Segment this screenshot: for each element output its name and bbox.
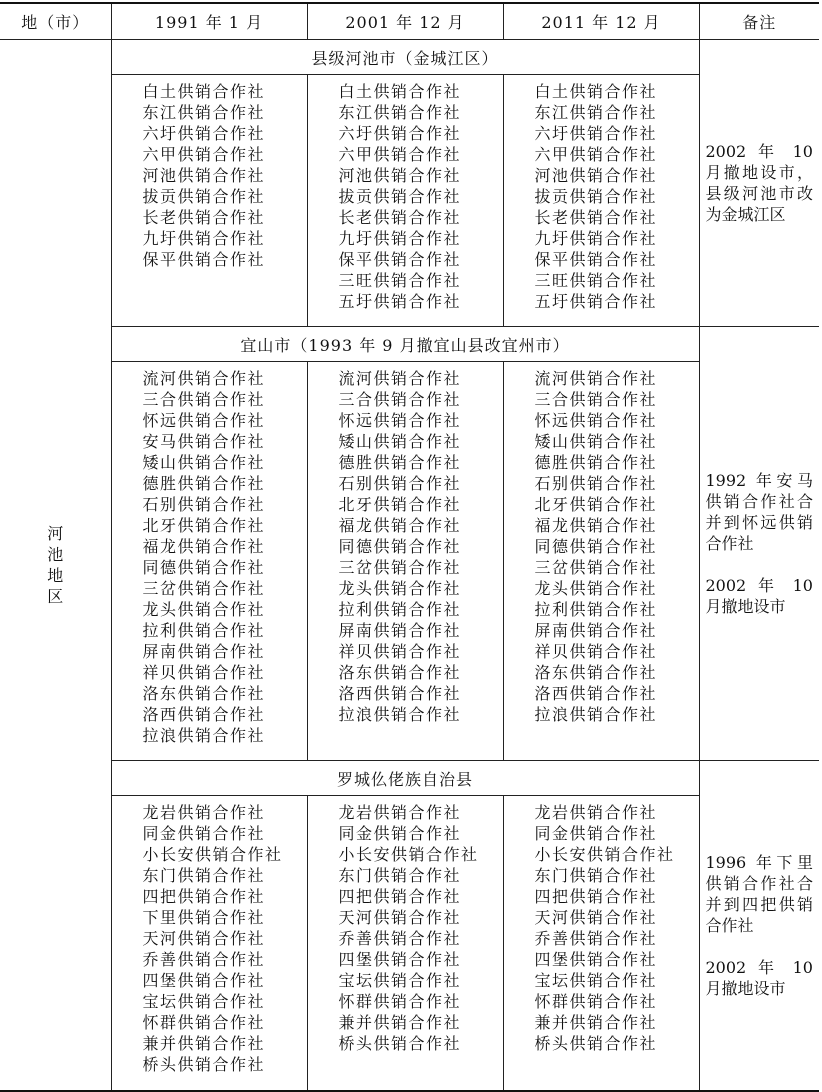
header-col2: 2001 年 12 月 [307,3,503,40]
list-item: 北牙供销合作社 [338,495,462,514]
note-text: 2002 年 10 月撤地设市 [705,958,813,998]
list-item: 三合供销合作社 [142,390,266,409]
header-col3: 2011 年 12 月 [503,3,699,40]
list-item: 长老供销合作社 [338,208,462,227]
note-text: 1992 年安马供销合作社合并到怀远供销合作社 [705,471,813,553]
list-item: 四堡供销合作社 [142,971,266,990]
list-item: 洛东供销合作社 [338,663,462,682]
list-item: 白土供销合作社 [142,82,266,101]
list-item: 怀远供销合作社 [338,411,462,430]
list-item: 保平供销合作社 [338,250,462,269]
list-item: 屏南供销合作社 [534,621,658,640]
cooperative-list [308,368,503,725]
list-item: 四把供销合作社 [142,887,266,906]
list-item: 拔贡供销合作社 [142,187,266,206]
list-item: 三岔供销合作社 [142,579,266,598]
note-text: 2002 年 10 月撤地设市，县级河池市改为金城江区 [705,142,813,224]
list-item: 天河供销合作社 [142,929,266,948]
list-item: 洛西供销合作社 [338,684,462,703]
header-row [0,3,819,40]
list-2001 [307,796,503,1092]
list-item: 同金供销合作社 [338,824,462,843]
list-item: 同金供销合作社 [142,824,266,843]
list-item: 同金供销合作社 [534,824,658,843]
list-item: 九圩供销合作社 [338,229,462,248]
list-item: 白土供销合作社 [338,82,462,101]
cooperative-list [308,81,503,312]
list-item: 石别供销合作社 [534,474,658,493]
list-item: 怀群供销合作社 [338,992,462,1011]
cooperative-list [112,81,307,270]
list-item: 祥贝供销合作社 [338,642,462,661]
list-item: 四堡供销合作社 [534,950,658,969]
list-item: 天河供销合作社 [338,908,462,927]
list-item: 九圩供销合作社 [142,229,266,248]
list-item: 保平供销合作社 [534,250,658,269]
list-item: 屏南供销合作社 [338,621,462,640]
list-item: 洛西供销合作社 [142,705,266,724]
list-item: 拉利供销合作社 [534,600,658,619]
region-name: 河池地区 [47,524,64,606]
list-item: 拉浪供销合作社 [338,705,462,724]
cooperative-list [112,368,307,746]
list-item: 怀群供销合作社 [142,1013,266,1032]
list-item: 洛东供销合作社 [142,684,266,703]
list-item: 乔善供销合作社 [142,950,266,969]
list-item: 东江供销合作社 [534,103,658,122]
list-item: 同德供销合作社 [534,537,658,556]
list-item: 四把供销合作社 [534,887,658,906]
group-title-row [0,761,819,796]
list-2011 [503,75,699,327]
list-item: 宝坛供销合作社 [142,992,266,1011]
group-note-cell [699,761,819,1092]
list-item: 流河供销合作社 [142,369,266,388]
list-item: 安马供销合作社 [142,432,266,451]
list-item: 德胜供销合作社 [534,453,658,472]
list-item: 石别供销合作社 [142,495,266,514]
list-item: 北牙供销合作社 [534,495,658,514]
list-item: 河池供销合作社 [338,166,462,185]
list-item: 三合供销合作社 [534,390,658,409]
list-item: 祥贝供销合作社 [142,663,266,682]
list-item: 洛西供销合作社 [534,684,658,703]
list-item: 怀远供销合作社 [142,411,266,430]
list-item: 白土供销合作社 [534,82,658,101]
group-note-cell [699,40,819,327]
list-item: 六圩供销合作社 [534,124,658,143]
list-item: 福龙供销合作社 [338,516,462,535]
list-item: 兼并供销合作社 [534,1013,658,1032]
list-item: 同德供销合作社 [338,537,462,556]
list-item: 桥头供销合作社 [534,1034,658,1053]
cooperative-list [504,368,699,725]
list-item: 福龙供销合作社 [142,537,266,556]
region-cell [0,40,111,1092]
list-item: 龙岩供销合作社 [534,803,658,822]
list-item: 东门供销合作社 [338,866,462,885]
group-note-cell [699,327,819,761]
group-title: 罗城仫佬族自治县 [111,761,699,796]
list-item: 三合供销合作社 [338,390,462,409]
list-item: 五圩供销合作社 [534,292,658,311]
list-item: 河池供销合作社 [534,166,658,185]
note-text: 1996 年下里供销合作社合并到四把供销合作社 [705,853,813,935]
list-item: 福龙供销合作社 [534,516,658,535]
cooperatives-table [0,2,819,1092]
list-item: 拉浪供销合作社 [534,705,658,724]
cooperative-list [504,81,699,312]
group-list-row [0,362,819,761]
list-item: 流河供销合作社 [338,369,462,388]
group-title-row [0,40,819,75]
list-item: 宝坛供销合作社 [534,971,658,990]
list-item: 矮山供销合作社 [142,453,266,472]
list-item: 六甲供销合作社 [142,145,266,164]
list-item: 拉浪供销合作社 [142,726,266,745]
list-item: 三岔供销合作社 [338,558,462,577]
list-item: 石别供销合作社 [338,474,462,493]
group-title: 县级河池市（金城江区） [111,40,699,75]
list-item: 龙头供销合作社 [142,600,266,619]
cooperative-list [112,802,307,1075]
list-item: 河池供销合作社 [142,166,266,185]
list-item: 东门供销合作社 [534,866,658,885]
list-item: 乔善供销合作社 [338,929,462,948]
list-item: 流河供销合作社 [534,369,658,388]
list-item: 拉利供销合作社 [338,600,462,619]
list-item: 德胜供销合作社 [142,474,266,493]
list-item: 保平供销合作社 [142,250,266,269]
list-item: 矮山供销合作社 [534,432,658,451]
list-2001 [307,362,503,761]
list-item: 四堡供销合作社 [338,950,462,969]
list-item: 小长安供销合作社 [142,845,283,864]
list-item: 拔贡供销合作社 [338,187,462,206]
list-item: 小长安供销合作社 [338,845,479,864]
list-item: 拔贡供销合作社 [534,187,658,206]
header-remarks: 备注 [699,3,819,40]
list-item: 屏南供销合作社 [142,642,266,661]
list-2001 [307,75,503,327]
note-text: 2002 年 10 月撤地设市 [705,576,813,616]
list-item: 德胜供销合作社 [338,453,462,472]
list-item: 三旺供销合作社 [338,271,462,290]
list-item: 宝坛供销合作社 [338,971,462,990]
group-list-row [0,75,819,327]
list-item: 东江供销合作社 [338,103,462,122]
list-item: 五圩供销合作社 [338,292,462,311]
list-item: 祥贝供销合作社 [534,642,658,661]
list-item: 四把供销合作社 [338,887,462,906]
list-item: 六甲供销合作社 [534,145,658,164]
list-item: 洛东供销合作社 [534,663,658,682]
list-item: 九圩供销合作社 [534,229,658,248]
list-item: 龙头供销合作社 [534,579,658,598]
list-item: 怀远供销合作社 [534,411,658,430]
cooperative-list [504,802,699,1054]
list-item: 拉利供销合作社 [142,621,266,640]
list-item: 东江供销合作社 [142,103,266,122]
list-1991 [111,75,307,327]
list-2011 [503,362,699,761]
list-item: 龙岩供销合作社 [142,803,266,822]
list-item: 兼并供销合作社 [142,1034,266,1053]
list-item: 三岔供销合作社 [534,558,658,577]
list-2011 [503,796,699,1092]
list-item: 三旺供销合作社 [534,271,658,290]
list-item: 六圩供销合作社 [338,124,462,143]
list-item: 长老供销合作社 [142,208,266,227]
list-item: 六甲供销合作社 [338,145,462,164]
list-item: 桥头供销合作社 [142,1055,266,1074]
list-item: 六圩供销合作社 [142,124,266,143]
group-title: 宜山市（1993 年 9 月撤宜山县改宜州市） [111,327,699,362]
list-item: 矮山供销合作社 [338,432,462,451]
group-title-row [0,327,819,362]
list-item: 龙岩供销合作社 [338,803,462,822]
list-item: 怀群供销合作社 [534,992,658,1011]
list-item: 下里供销合作社 [142,908,266,927]
header-col1: 1991 年 1 月 [111,3,307,40]
header-region: 地（市） [0,3,111,40]
list-item: 长老供销合作社 [534,208,658,227]
list-item: 同德供销合作社 [142,558,266,577]
list-item: 天河供销合作社 [534,908,658,927]
list-1991 [111,796,307,1092]
list-item: 龙头供销合作社 [338,579,462,598]
group-list-row [0,796,819,1092]
list-item: 北牙供销合作社 [142,516,266,535]
list-item: 兼并供销合作社 [338,1013,462,1032]
list-item: 桥头供销合作社 [338,1034,462,1053]
list-item: 小长安供销合作社 [534,845,675,864]
list-item: 东门供销合作社 [142,866,266,885]
cooperative-list [308,802,503,1054]
list-item: 乔善供销合作社 [534,929,658,948]
list-1991 [111,362,307,761]
